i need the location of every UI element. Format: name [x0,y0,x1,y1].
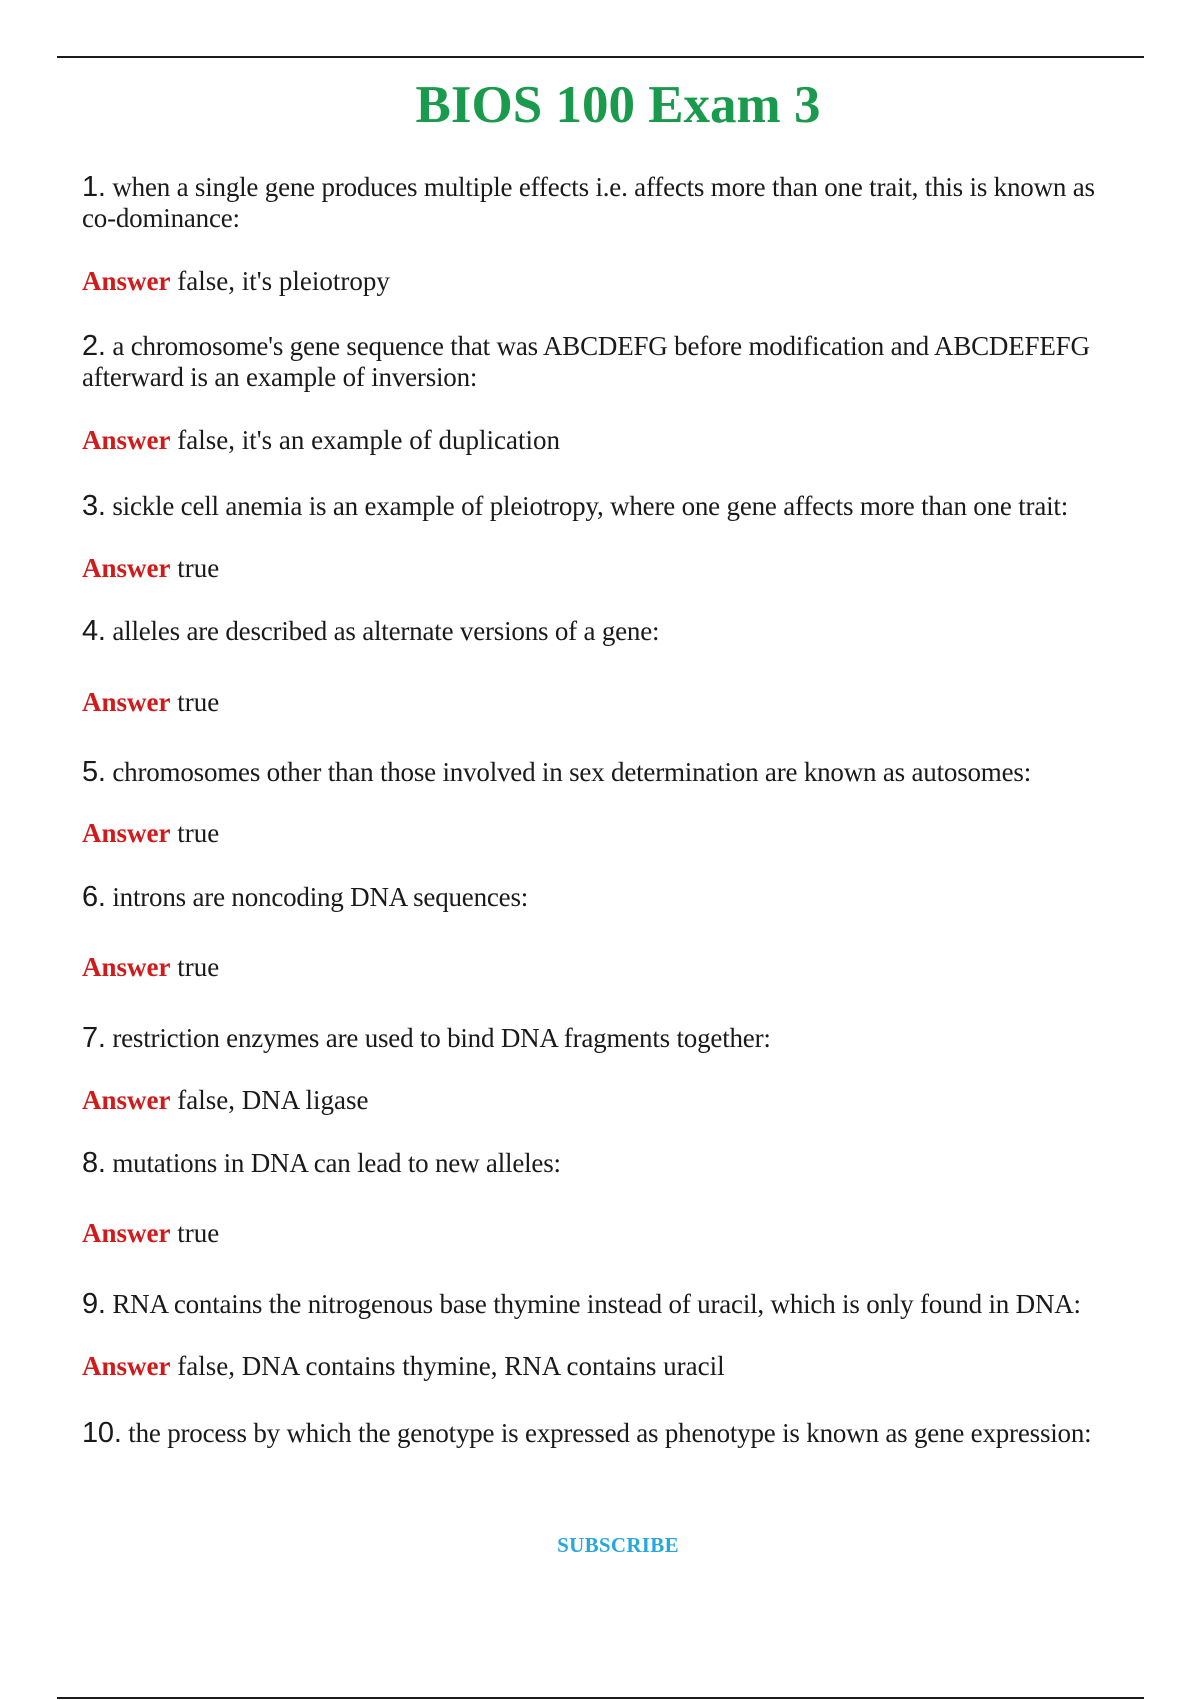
question-number: 9. [82,1288,106,1320]
question-item [82,1289,1132,1320]
question-text [82,616,1132,647]
answer-label: Answer [82,553,171,583]
answer-text: false, DNA contains thymine, RNA contains uracil [177,1351,725,1381]
answer-line [82,425,560,456]
answer-label: Answer [82,266,171,296]
question-text [82,491,1132,522]
answer-line [82,687,219,718]
question-item [82,1148,1132,1179]
answer-line [82,1351,725,1382]
answer-label: Answer [82,818,171,848]
question-number: 3. [82,490,106,522]
bottom-rule [57,1697,1144,1699]
question-number: 6. [82,881,106,913]
question-number: 7. [82,1022,106,1054]
question-text [82,757,1132,788]
answer-text: false, it's an example of duplication [177,425,560,455]
top-rule [57,56,1144,58]
answer-label: Answer [82,1351,171,1381]
answer-label: Answer [82,687,171,717]
page-title: BIOS 100 Exam 3 [415,76,821,134]
answer-line [82,266,390,297]
question-text [82,172,1132,234]
answer-text: true [177,687,220,717]
question-text [82,1148,1132,1179]
question-item [82,491,1132,522]
question-text [82,1418,1132,1449]
answer-line [82,1218,219,1249]
question-body: a chromosome's gene sequence that was ABCDEFG before modification and ABCDEFEFG afterward is an example of inversion: [82,331,1090,392]
question-text [82,1023,1132,1054]
answer-text: true [177,553,220,583]
answer-label: Answer [82,425,171,455]
answer-text: true [177,818,220,848]
question-body: restriction enzymes are used to bind DNA fragments together: [112,1023,771,1053]
question-number: 8. [82,1147,106,1179]
question-number: 5. [82,756,106,788]
question-body: chromosomes other than those involved in sex determination are known as autosomes: [112,757,1032,787]
answer-label: Answer [82,1218,171,1248]
question-body: the process by which the genotype is expressed as phenotype is known as gene expression: [128,1418,1092,1448]
question-text [82,1289,1132,1320]
question-body: RNA contains the nitrogenous base thymine instead of uracil, which is only found in DNA: [112,1289,1081,1319]
question-body: sickle cell anemia is an example of pleiotropy, where one gene affects more than one trait: [112,491,1069,521]
question-item [82,882,1132,913]
question-number: 4. [82,615,106,647]
question-item [82,616,1132,647]
question-item [82,331,1132,393]
answer-line [82,818,219,849]
question-number: 1. [82,171,106,203]
question-number: 10. [82,1417,122,1449]
question-item [82,172,1132,234]
answer-text: true [177,952,220,982]
answer-label: Answer [82,952,171,982]
question-body: mutations in DNA can lead to new alleles: [112,1148,561,1178]
question-body: when a single gene produces multiple effects i.e. affects more than one trait, this is known as co-dominance: [82,172,1095,233]
question-body: introns are noncoding DNA sequences: [112,882,529,912]
answer-line [82,553,219,584]
question-item [82,1418,1132,1449]
answer-line [82,1085,368,1116]
answer-text: false, DNA ligase [177,1085,369,1115]
question-text [82,331,1132,393]
question-number: 2. [82,330,106,362]
question-item [82,757,1132,788]
answer-text: false, it's pleiotropy [177,266,390,296]
subscribe-link[interactable]: SUBSCRIBE [557,1533,679,1557]
question-text [82,882,1132,913]
answer-text: true [177,1218,220,1248]
answer-line [82,952,219,983]
question-body: alleles are described as alternate versions of a gene: [112,616,660,646]
answer-label: Answer [82,1085,171,1115]
question-item [82,1023,1132,1054]
